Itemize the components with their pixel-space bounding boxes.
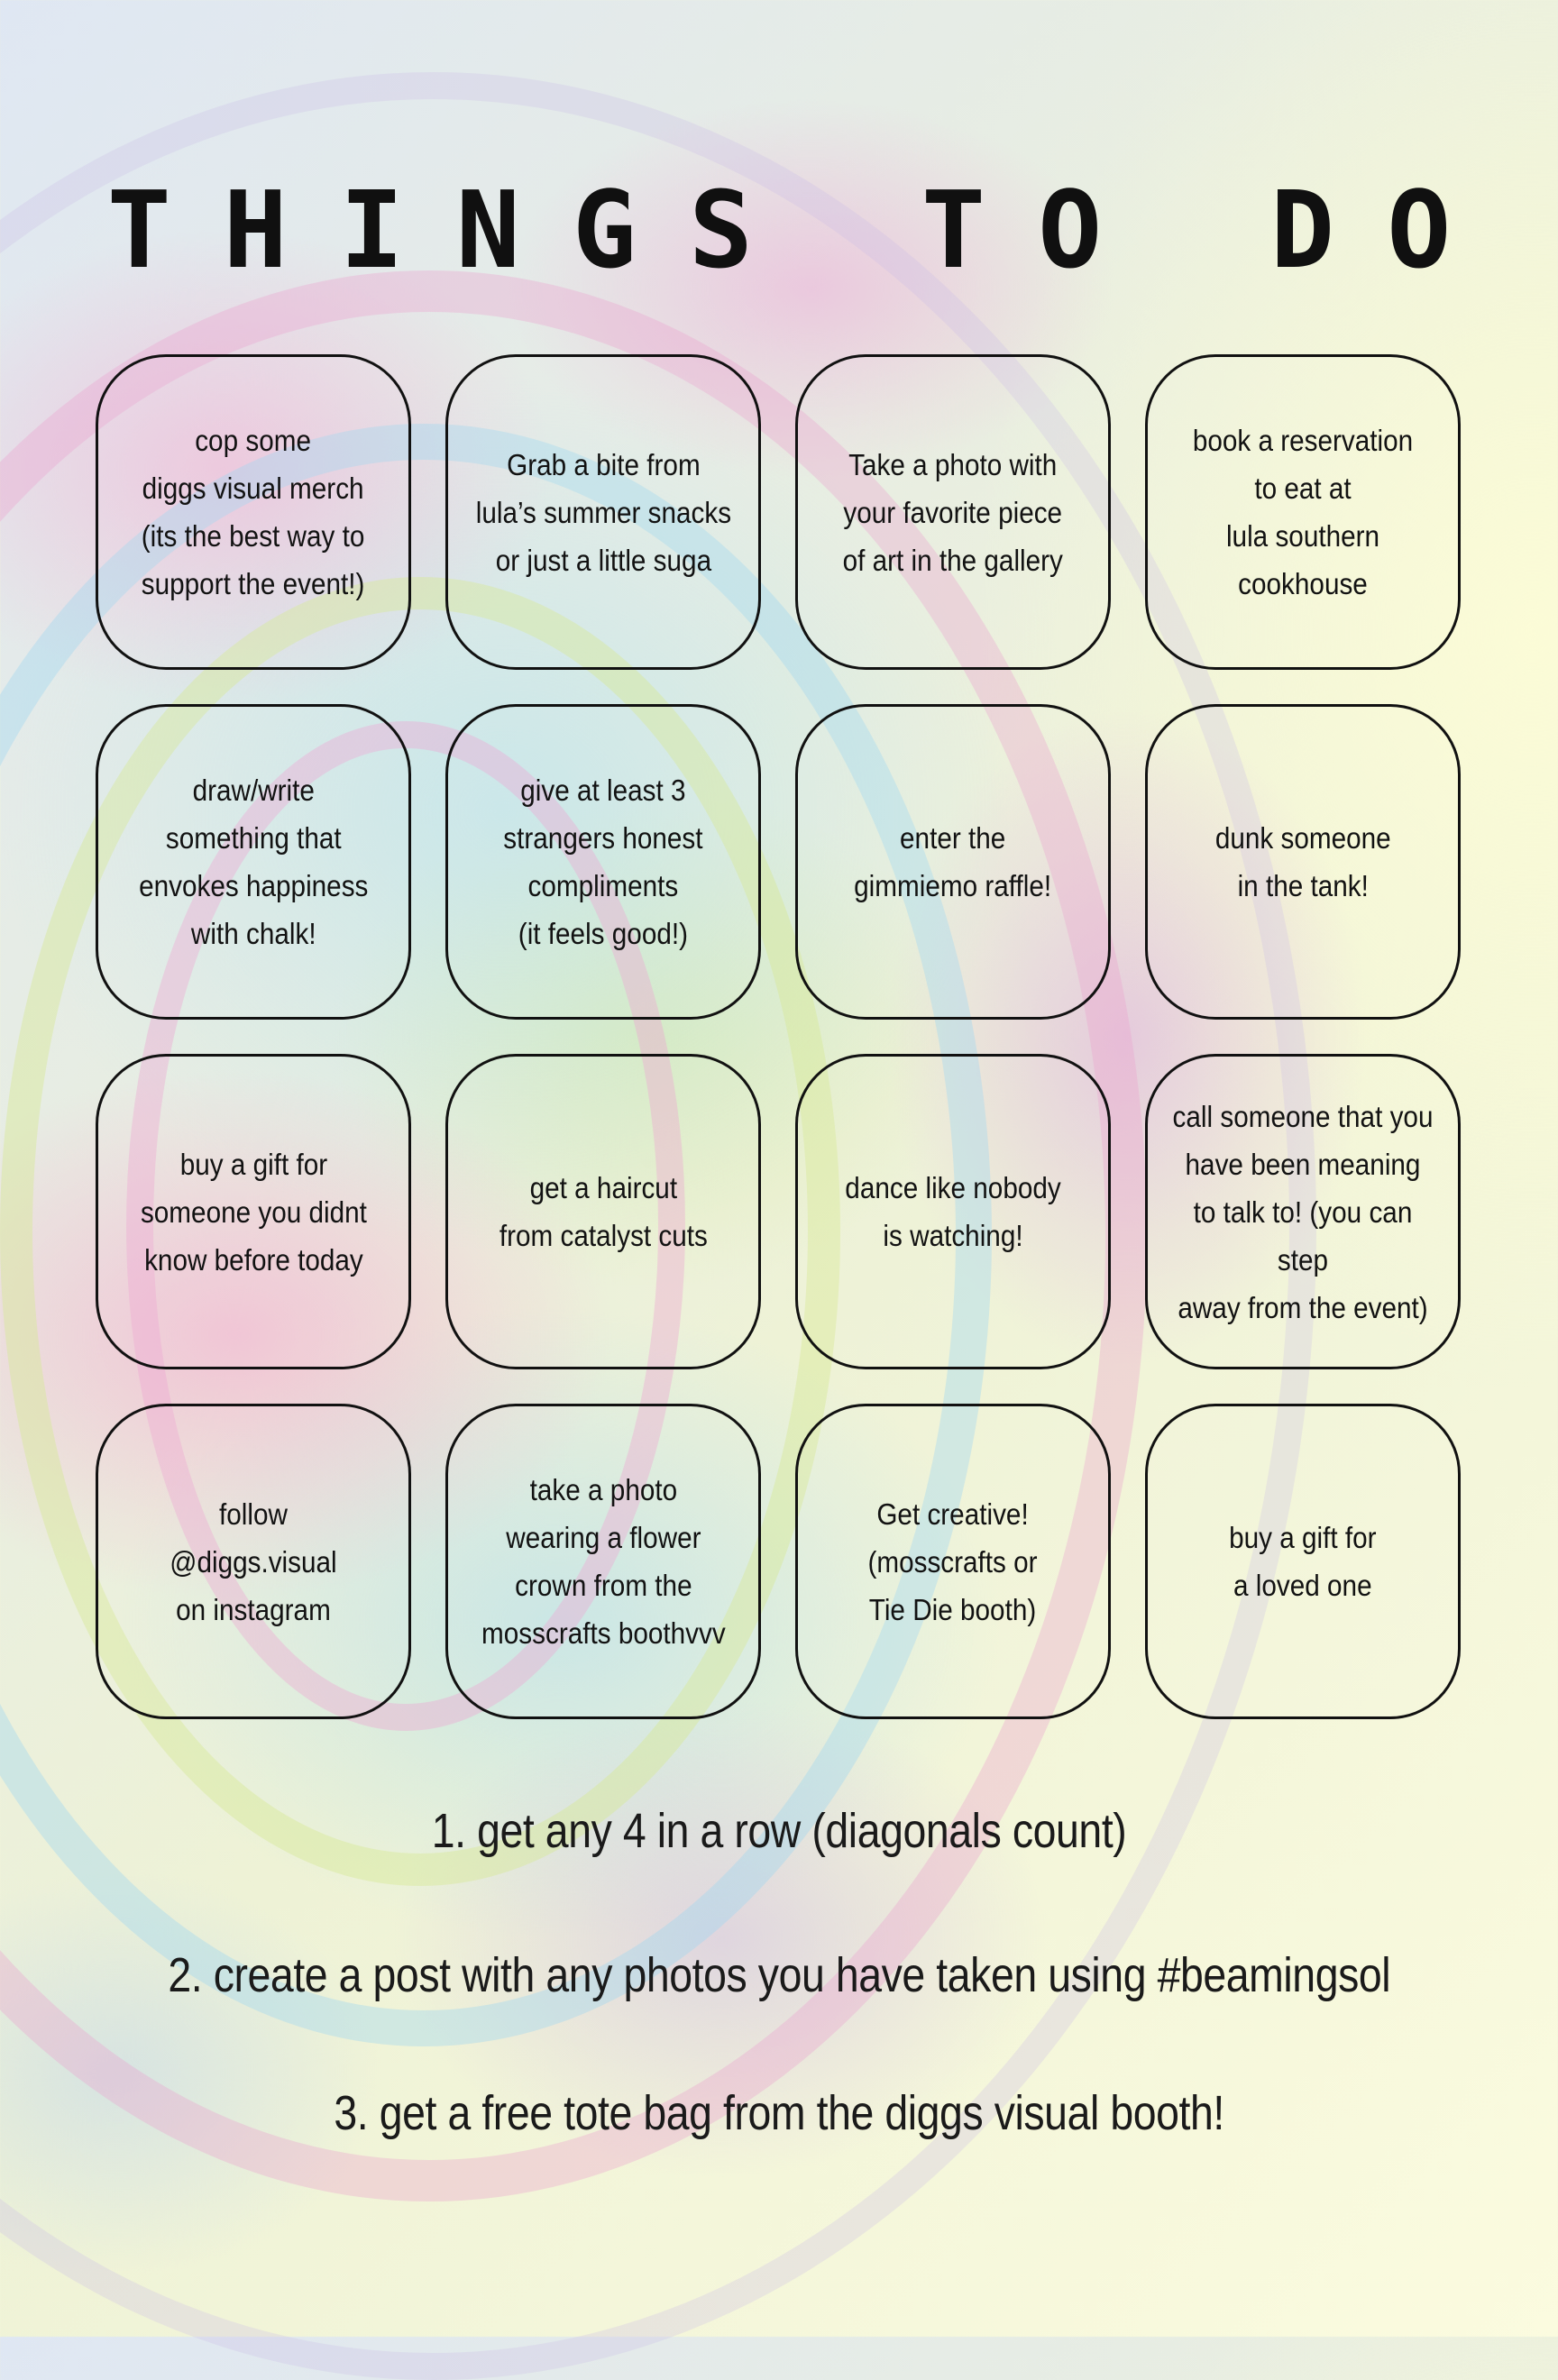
bingo-square[interactable] bbox=[1145, 354, 1461, 670]
bingo-grid bbox=[96, 354, 1461, 1719]
bingo-square[interactable] bbox=[445, 1054, 761, 1369]
rule-item bbox=[0, 2084, 1558, 2142]
rule-text: 3. get a free tote bag from the diggs visual booth! bbox=[334, 2086, 1224, 2140]
bingo-square-label: call someone that you have been meaning to talk to! (you can step away from the event) bbox=[1172, 1099, 1434, 1324]
bingo-square[interactable] bbox=[445, 354, 761, 670]
bingo-square[interactable] bbox=[1145, 1404, 1461, 1719]
bingo-square-label: book a reservation to eat at lula southern cookhouse bbox=[1192, 424, 1414, 600]
bingo-square[interactable] bbox=[1145, 1054, 1461, 1369]
bingo-square[interactable] bbox=[445, 704, 761, 1020]
bingo-square[interactable] bbox=[795, 354, 1111, 670]
bingo-square-label: get a haircut from catalyst cuts bbox=[499, 1171, 708, 1252]
bingo-square-label: give at least 3 strangers honest compliments (it feels good!) bbox=[503, 774, 703, 950]
bingo-square-label: buy a gift for someone you didnt know before today bbox=[140, 1147, 367, 1277]
rule-item bbox=[0, 1946, 1558, 2004]
bingo-square-label: cop some diggs visual merch (its the best way to support the event!) bbox=[142, 424, 365, 600]
rule-text: 1. get any 4 in a row (diagonals count) bbox=[431, 1804, 1127, 1858]
bingo-square[interactable] bbox=[795, 704, 1111, 1020]
bingo-square[interactable] bbox=[795, 1404, 1111, 1719]
bingo-square-label: dance like nobody is watching! bbox=[845, 1171, 1061, 1252]
bingo-square[interactable] bbox=[96, 704, 411, 1020]
bingo-square[interactable] bbox=[795, 1054, 1111, 1369]
bingo-square[interactable] bbox=[96, 1054, 411, 1369]
bingo-square-label: draw/write something that envokes happiness with chalk! bbox=[138, 774, 369, 950]
bingo-square-label: dunk someone in the tank! bbox=[1214, 821, 1391, 902]
bingo-square-label: Grab a bite from lula’s summer snacks or just a little suga bbox=[475, 447, 731, 577]
bingo-square-label: enter the gimmiemo raffle! bbox=[854, 821, 1052, 902]
bingo-square-label: follow @diggs.visual on instagram bbox=[170, 1497, 337, 1626]
bingo-square[interactable] bbox=[96, 354, 411, 670]
bingo-square[interactable] bbox=[96, 1404, 411, 1719]
bingo-square[interactable] bbox=[1145, 704, 1461, 1020]
rule-item bbox=[0, 1802, 1558, 1860]
page-title: THINGS TO DO bbox=[106, 168, 1504, 292]
bingo-square-label: Get creative! (mosscrafts or Tie Die booth) bbox=[867, 1497, 1039, 1626]
rule-text: 2. create a post with any photos you have taken using #beamingsol bbox=[168, 1948, 1390, 2002]
bingo-square-label: Take a photo with your favorite piece of art in the gallery bbox=[842, 447, 1064, 577]
bingo-square-label: buy a gift for a loved one bbox=[1229, 1521, 1377, 1602]
bingo-square-label: take a photo wearing a flower crown from the mosscrafts boothvvv bbox=[481, 1473, 726, 1650]
bingo-square[interactable] bbox=[445, 1404, 761, 1719]
